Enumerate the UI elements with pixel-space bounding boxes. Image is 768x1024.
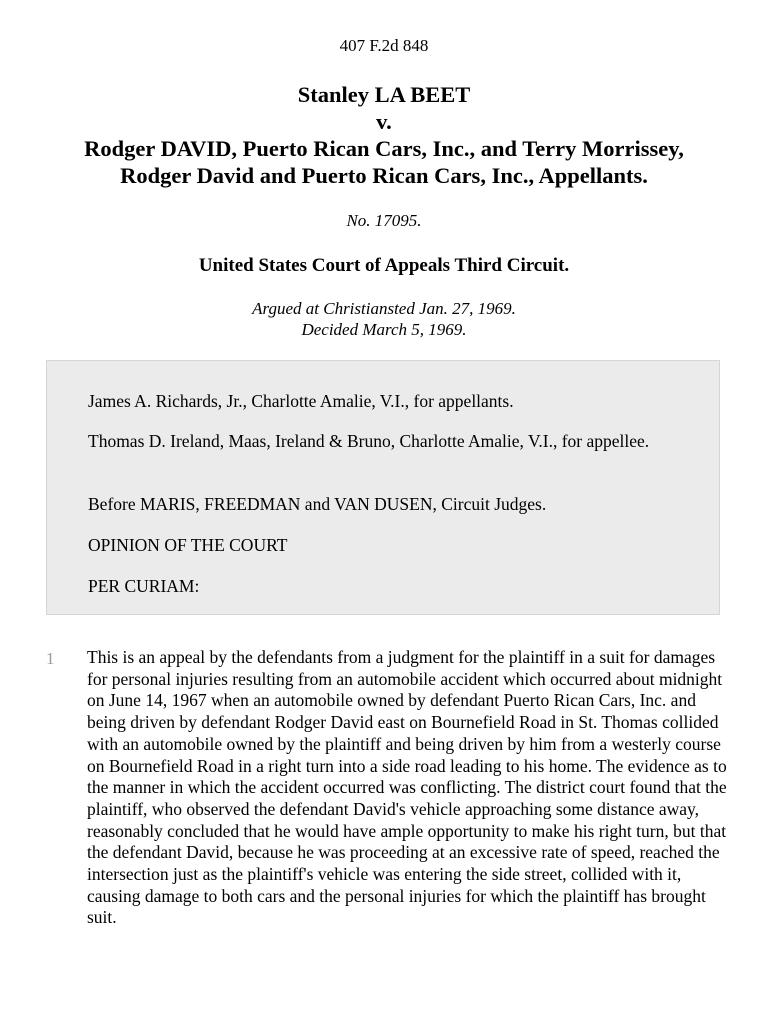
- appellee-counsel: Thomas D. Ireland, Maas, Ireland & Bruno, Charlotte Amalie, V.I., for appellee.: [88, 431, 650, 451]
- opinion-heading: OPINION OF THE COURT: [88, 535, 288, 555]
- case-title: [0, 81, 768, 189]
- case-dates: [0, 298, 768, 340]
- judges-panel: Before MARIS, FREEDMAN and VAN DUSEN, Circuit Judges.: [88, 494, 547, 514]
- case-citation: 407 F.2d 848: [339, 36, 429, 55]
- case-title-plaintiff: Stanley LA BEET: [297, 82, 471, 107]
- paragraph-number: 1: [46, 649, 55, 668]
- opinion-paragraph: This is an appeal by the defendants from a judgment for the plaintiff in a suit for damages for personal injuries resulting from an automobile accident which occurred about midnight on June 14, 1967 when an automobile owned by defendant Puerto Rican Cars, Inc. and being driven by defendant Rodger David east on Bournefield Road in St. Thomas collided with an automobile owned by the plaintiff and being driven by him from a westerly course on Bournefield Road in a right turn into a side road leading to his home. The evidence as to the manner in which the accident occurred was conflicting. The district court found that the plaintiff, who observed the defendant David's vehicle approaching some distance away, reasonably concluded that he would have ample opportunity to make his right turn, but that the defendant David, because he was proceeding at an excessive rate of speed, reached the intersection just as the plaintiff's vehicle was entering the side street, collided with it, causing damage to both cars and the personal injuries for which the plaintiff has brought suit.: [87, 647, 727, 928]
- case-title-defendants: Rodger DAVID, Puerto Rican Cars, Inc., and Terry Morrissey,: [84, 136, 684, 161]
- case-title-appellants: Rodger David and Puerto Rican Cars, Inc., Appellants.: [120, 163, 648, 188]
- per-curiam-label: PER CURIAM:: [88, 576, 200, 596]
- case-header-box: [46, 360, 720, 615]
- case-title-versus: v.: [376, 109, 392, 134]
- decided-date: Decided March 5, 1969.: [301, 320, 467, 339]
- docket-number: No. 17095.: [346, 211, 422, 230]
- court-name: United States Court of Appeals Third Circuit.: [198, 255, 570, 276]
- appellants-counsel: James A. Richards, Jr., Charlotte Amalie, V.I., for appellants.: [88, 391, 514, 411]
- argued-date: Argued at Christiansted Jan. 27, 1969.: [252, 299, 516, 318]
